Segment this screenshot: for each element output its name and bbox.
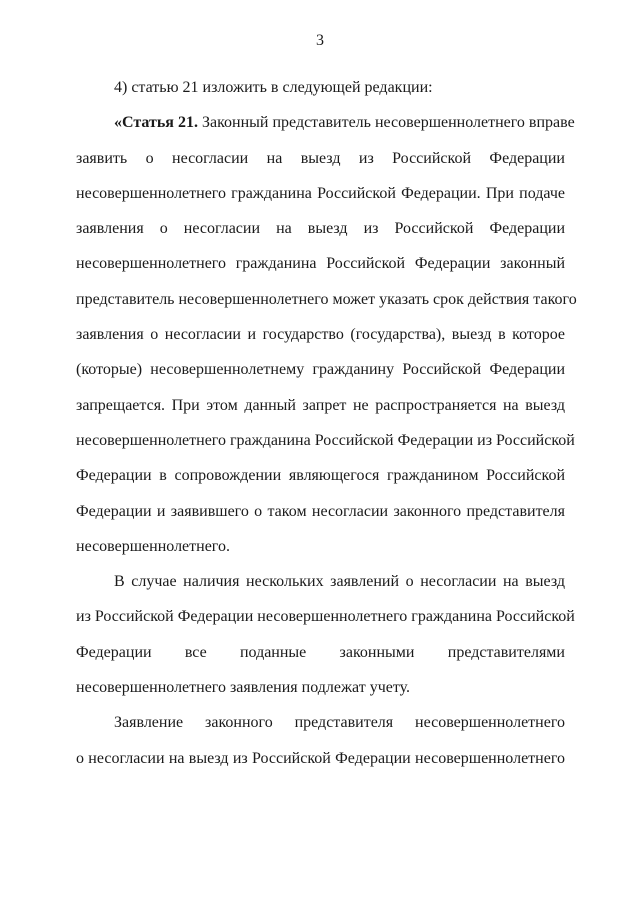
text-line: Федерации в сопровождении являющегося гражданином Российской bbox=[76, 467, 565, 485]
text-line: несовершеннолетнего гражданина Российской Федерации из Российской bbox=[76, 431, 575, 449]
text-line: заявить о несогласии на выезд из Российской Федерации bbox=[76, 149, 565, 167]
text-line-rest: Законный представитель несовершеннолетнего вправе bbox=[197, 114, 575, 132]
page-number: 3 bbox=[316, 32, 324, 49]
document-body bbox=[76, 70, 577, 776]
text-line: В случае наличия нескольких заявлений о несогласии на выезд bbox=[114, 573, 565, 591]
paragraph-multiple-applications bbox=[76, 564, 575, 705]
text-line: из Российской Федерации несовершеннолетнего гражданина Российской bbox=[76, 608, 575, 626]
text-line: 4) статью 21 изложить в следующей редакции: bbox=[114, 79, 433, 96]
text-line: заявления о несогласии и государство (государства), выезд в которое bbox=[76, 326, 565, 344]
text-line: несовершеннолетнего гражданина Российской Федерации законный bbox=[76, 255, 565, 273]
text-line: несовершеннолетнего. bbox=[76, 537, 230, 555]
text-line bbox=[76, 105, 575, 140]
text-line: о несогласии на выезд из Российской Федерации несовершеннолетнего bbox=[76, 749, 565, 767]
paragraph-amendment-intro bbox=[76, 70, 565, 105]
text-line: заявления о несогласии на выезд из Российской Федерации bbox=[76, 220, 565, 238]
text-line: Федерации и заявившего о таком несогласии законного представителя bbox=[76, 502, 565, 520]
text-line: несовершеннолетнего гражданина Российской Федерации. При подаче bbox=[76, 184, 565, 202]
text-line: представитель несовершеннолетнего может указать срок действия такого bbox=[76, 290, 577, 308]
text-line: (которые) несовершеннолетнему гражданину Российской Федерации bbox=[76, 361, 565, 379]
paragraph-application-statement bbox=[76, 705, 565, 776]
text-line: Заявление законного представителя несовершеннолетнего bbox=[114, 714, 565, 732]
paragraph-article-21 bbox=[76, 105, 577, 564]
text-line: Федерации все поданные законными представителями bbox=[76, 643, 565, 661]
text-line: несовершеннолетнего заявления подлежат учету. bbox=[76, 679, 411, 697]
text-line: запрещается. При этом данный запрет не распространяется на выезд bbox=[76, 396, 565, 414]
article-heading: «Статья 21. bbox=[114, 114, 198, 132]
